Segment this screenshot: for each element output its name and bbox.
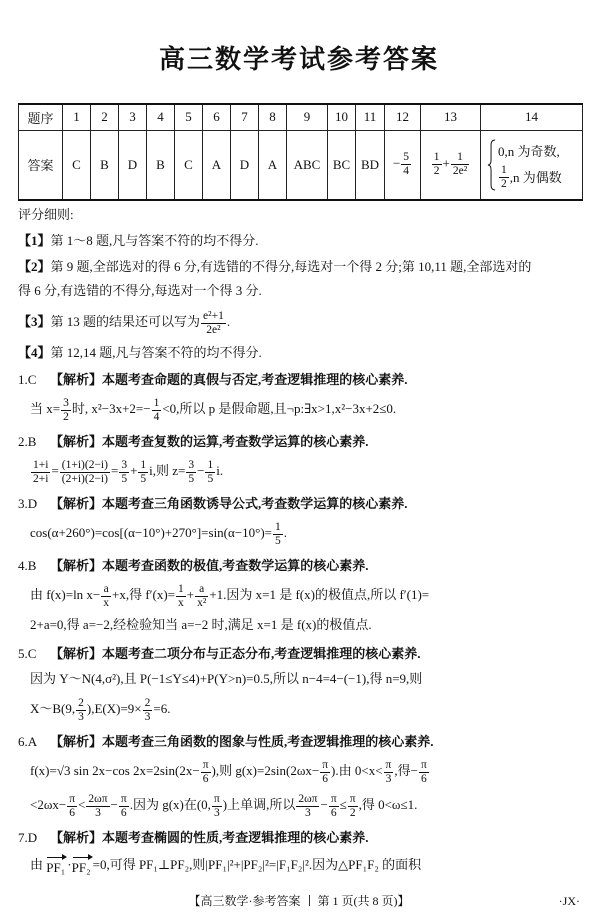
- minus-sign: −: [392, 155, 401, 171]
- math-text: f(x)=√3 sin 2x−cos 2x=2sin(2x−: [30, 763, 200, 778]
- math-text: +: [130, 463, 138, 478]
- solution-answer: 6.A: [18, 734, 38, 749]
- piecewise-answer: [481, 139, 582, 191]
- fraction-denominator: 4: [403, 165, 410, 178]
- solution-line: [18, 454, 582, 488]
- scoring-rule-tag: 【3】: [18, 314, 51, 329]
- solution-header: [18, 429, 582, 454]
- scoring-line: [18, 255, 582, 279]
- scoring-line: [18, 279, 582, 303]
- solution-header: [18, 367, 582, 392]
- fraction: [401, 151, 411, 178]
- solution-summary: 本题考查复数的运算,考查数学运算的核心素养.: [102, 434, 369, 449]
- question-number: 9: [287, 104, 328, 130]
- fraction-numerator: 2: [78, 696, 84, 709]
- fraction-numerator: 5: [403, 151, 410, 164]
- math-text: +1.因为 x=1 是 f(x)的极值点,所以 f′(1)=: [209, 587, 430, 602]
- solution-line: [18, 754, 582, 788]
- solution-line: [18, 788, 582, 822]
- page-title: 高三数学考试参考答案: [158, 45, 439, 74]
- scoring-rule: [18, 229, 582, 253]
- math-text: ,得−: [394, 763, 418, 778]
- page-footer: [0, 891, 598, 911]
- solution-summary: 本题考查椭圆的性质,考查逻辑推理的核心素养.: [102, 830, 369, 845]
- scoring-rule: [18, 255, 582, 303]
- scoring-heading: 评分细则:: [18, 207, 74, 222]
- math-text: =0,可得 PF₁⊥PF₂,则|PF₁|²+|PF₂|²=|F₁F₂|².因为△PF₁F₂ 的面积: [92, 857, 422, 872]
- math-text: =6.: [153, 701, 171, 716]
- fraction-denominator: x: [178, 596, 184, 609]
- question-number: 3: [119, 104, 147, 130]
- fraction-numerator: 2ωπ: [88, 792, 108, 805]
- fraction: [329, 793, 339, 820]
- fraction: [296, 793, 319, 820]
- fraction-denominator: 6: [202, 772, 209, 785]
- fraction: [273, 521, 283, 548]
- question-number: 11: [356, 104, 385, 130]
- fraction: [67, 793, 77, 820]
- fraction-denominator: 3: [78, 710, 84, 723]
- math-text: X～B(9,: [30, 701, 76, 716]
- fraction: [138, 459, 148, 486]
- solution-header: [18, 553, 582, 578]
- piecewise-cases: [498, 139, 562, 191]
- answer-label: 答案: [19, 130, 63, 200]
- fraction-numerator: 2ωπ: [298, 792, 318, 805]
- fraction-numerator: 1: [451, 151, 469, 165]
- solution-line: [18, 850, 582, 878]
- question-number: 4: [147, 104, 175, 130]
- fraction-denominator: 2e²: [206, 323, 221, 336]
- fraction-denominator: 5: [140, 472, 147, 485]
- answer-cell: BD: [356, 130, 385, 200]
- case-even: [498, 165, 562, 191]
- math-text: ·: [67, 857, 72, 872]
- scoring-rule: [18, 341, 582, 365]
- scoring-rule: [18, 305, 582, 339]
- answer-cell: D: [119, 130, 147, 200]
- solution-answer: 5.C: [18, 646, 37, 661]
- fraction: [499, 164, 509, 191]
- fraction: [60, 459, 110, 486]
- fraction-denominator: 2: [349, 806, 356, 819]
- solution-line: [18, 612, 582, 638]
- math-text: <0,所以 p 是假命题,且¬p:∃x>1,x²−3x+2≤0.: [162, 401, 397, 416]
- fraction-denominator: 4: [153, 410, 160, 423]
- scoring-rules: [18, 229, 582, 365]
- plus-sign: +: [442, 155, 450, 171]
- fraction-denominator: 5: [188, 472, 195, 485]
- footer-doc-title: 【高三数学·参考答案: [188, 894, 301, 908]
- answer-cell: B: [147, 130, 175, 200]
- solution-summary: 本题考查二项分布与正态分布,考查逻辑推理的核心素养.: [102, 646, 421, 661]
- fraction-numerator: 2: [144, 696, 151, 709]
- fraction-numerator: 3: [121, 458, 128, 471]
- answer-cell-12: [385, 130, 421, 200]
- solution-line: [18, 516, 582, 550]
- fraction-denominator: 2+i: [33, 472, 49, 485]
- question-number: 1: [63, 104, 91, 130]
- math-text: ).由 0<x<: [331, 763, 383, 778]
- math-text: .: [226, 314, 231, 329]
- footer-page-number: 第 1 页(共 8 页)】: [317, 894, 410, 908]
- solution-summary: 本题考查命题的真假与否定,考查逻辑推理的核心素养.: [102, 372, 408, 387]
- analysis-tag: 【解析】: [50, 734, 103, 749]
- fraction-numerator: π: [213, 792, 220, 805]
- question-number: 14: [481, 104, 583, 130]
- math-text: ,得 0<ω≤1.: [358, 797, 418, 812]
- solution-3: [18, 491, 582, 550]
- fraction-denominator: 2e²: [452, 165, 468, 178]
- solution-summary: 本题考查三角函数的图象与性质,考查逻辑推理的核心素养.: [102, 734, 434, 749]
- fraction: [201, 759, 211, 786]
- math-text: 第 12,14 题,凡与答案不符的均不得分.: [50, 345, 262, 360]
- math-text: <: [78, 797, 86, 812]
- analysis-tag: 【解析】: [50, 646, 103, 661]
- math-text: −: [320, 797, 328, 812]
- fraction: [419, 759, 429, 786]
- math-text: 第 13 题的结果还可以写为: [50, 314, 201, 329]
- math-text: .: [283, 525, 288, 540]
- answer-cell: B: [91, 130, 119, 200]
- fraction-denominator: (2+i)(2−i): [61, 472, 108, 485]
- fraction-numerator: a: [195, 583, 208, 597]
- fraction-denominator: 5: [275, 534, 281, 547]
- solution-answer: 2.B: [18, 434, 37, 449]
- fraction: [201, 310, 226, 337]
- answer-cell-14: [481, 130, 583, 200]
- fraction-denominator: 2: [501, 178, 507, 191]
- math-text: i.: [216, 463, 224, 478]
- answer-cell-13: [421, 130, 481, 200]
- math-text: 第 9 题,全部选对的得 6 分,有选错的不得分,每选对一个得 2 分;第 10,11 题,全部选对的: [50, 259, 532, 274]
- math-text: −: [110, 797, 118, 812]
- solution-answer: 1.C: [18, 372, 37, 387]
- math-text: .因为 g(x)在(0,: [129, 797, 211, 812]
- fraction: [86, 793, 109, 820]
- analysis-tag: 【解析】: [50, 830, 103, 845]
- fraction: [205, 459, 215, 486]
- fraction-numerator: a: [101, 583, 111, 597]
- math-text: 2+a=0,得 a=−2,经检验知当 a=−2 时,满足 x=1 是 f(x)的极值点.: [30, 617, 372, 632]
- math-text: <2ωx−: [30, 797, 67, 812]
- math-text: )上单调,所以: [222, 797, 296, 812]
- math-text: 由 f(x)=ln x−: [30, 587, 101, 602]
- fraction: [186, 459, 196, 486]
- fraction-denominator: 3: [213, 806, 220, 819]
- fraction-numerator: 3: [188, 458, 195, 471]
- vector: PF₂: [72, 854, 93, 875]
- fraction-numerator: 3: [63, 396, 69, 409]
- solution-line: [18, 578, 582, 612]
- fraction-denominator: 3: [385, 772, 392, 785]
- fraction-numerator: π: [69, 792, 76, 805]
- solution-1: [18, 367, 582, 426]
- footer-center: [0, 891, 598, 911]
- left-brace-icon: [487, 139, 496, 191]
- answer-cell: C: [63, 130, 91, 200]
- fraction-denominator: 3: [305, 806, 311, 819]
- fraction-denominator: 3: [144, 710, 151, 723]
- scoring-rule-tag: 【4】: [18, 345, 51, 360]
- solutions-list: [18, 367, 582, 878]
- solution-answer: 3.D: [18, 496, 38, 511]
- answer-cell: A: [203, 130, 231, 200]
- fraction: [143, 697, 153, 724]
- math-text: ≤: [339, 797, 347, 812]
- fraction-denominator: 5: [121, 472, 128, 485]
- fraction-numerator: π: [322, 758, 329, 771]
- question-number: 5: [175, 104, 203, 130]
- analysis-tag: 【解析】: [50, 372, 103, 387]
- fraction-numerator: 1: [433, 151, 440, 164]
- fraction-numerator: π: [349, 792, 356, 805]
- fraction-numerator: π: [420, 758, 427, 771]
- math-text: ),则 g(x)=2sin(2ωx−: [211, 763, 320, 778]
- scoring-line: [18, 229, 582, 253]
- question-number: 12: [385, 104, 421, 130]
- fraction-denominator: 2: [433, 165, 440, 178]
- fraction-numerator: 1+i: [33, 458, 49, 471]
- solution-7: [18, 825, 582, 878]
- case-odd-text: 0,n 为奇数,: [498, 143, 560, 159]
- analysis-tag: 【解析】: [50, 434, 103, 449]
- fraction-numerator: e²+1: [203, 309, 224, 322]
- fraction-numerator: π: [330, 792, 337, 805]
- solution-answer: 4.B: [18, 558, 37, 573]
- fraction-denominator: 6: [120, 806, 127, 819]
- fraction: [152, 397, 162, 424]
- fraction-numerator: 1: [178, 582, 184, 595]
- math-text: +x,得 f′(x)=: [112, 587, 176, 602]
- question-number: 2: [91, 104, 119, 130]
- fraction-denominator: 3: [95, 806, 101, 819]
- fraction-numerator: (1+i)(2−i): [61, 458, 108, 471]
- fraction: [212, 793, 222, 820]
- fraction: [31, 459, 50, 486]
- footer-code: ·JX·: [558, 894, 580, 908]
- fraction-denominator: x²: [197, 596, 207, 609]
- answer-cell: A: [259, 130, 287, 200]
- math-text: 由: [30, 857, 47, 872]
- question-number: 6: [203, 104, 231, 130]
- analysis-tag: 【解析】: [50, 558, 103, 573]
- answer-row: [19, 130, 583, 200]
- analysis-tag: 【解析】: [50, 496, 103, 511]
- scoring-rule-tag: 【1】: [18, 233, 51, 248]
- solution-summary: 本题考查函数的极值,考查数学运算的核心素养.: [102, 558, 369, 573]
- fraction: [195, 583, 208, 610]
- fraction: [101, 583, 111, 610]
- fraction: [320, 759, 330, 786]
- fraction-denominator: x: [103, 596, 110, 609]
- solution-5: [18, 641, 582, 726]
- case-odd: [498, 139, 560, 165]
- math-text: ),E(X)=9×: [86, 701, 142, 716]
- fraction-numerator: π: [385, 758, 392, 771]
- solution-header: [18, 491, 582, 516]
- solution-header: [18, 641, 582, 666]
- fraction: [61, 397, 71, 424]
- math-text: =: [110, 463, 119, 478]
- question-number-row: [19, 104, 583, 130]
- fraction: [451, 151, 469, 178]
- scoring-rule-tag: 【2】: [18, 259, 51, 274]
- math-text: i,则 z=: [149, 463, 186, 478]
- math-text: 得 6 分,有选错的不得分,每选对一个得 3 分.: [18, 283, 262, 298]
- math-text: 因为 Y～N(4,σ²),且 P(−1≤Y≤4)+P(Y>n)=0.5,所以 n−4=4−(−1),得 n=9,则: [30, 671, 423, 686]
- fraction-numerator: π: [120, 792, 127, 805]
- fraction-numerator: 1: [207, 458, 214, 471]
- solution-2: [18, 429, 582, 488]
- fraction: [76, 697, 86, 724]
- scoring-line: [18, 341, 582, 365]
- solution-header: [18, 825, 582, 850]
- fraction: [119, 459, 129, 486]
- fraction-numerator: 1: [275, 520, 281, 533]
- math-text: 第 1～8 题,凡与答案不符的均不得分.: [50, 233, 259, 248]
- math-text: 时, x²−3x+2=−: [71, 401, 151, 416]
- question-number: 7: [231, 104, 259, 130]
- solution-line: [18, 692, 582, 726]
- solutions-body: [18, 199, 582, 889]
- solution-4: [18, 553, 582, 638]
- question-number: 10: [328, 104, 356, 130]
- fraction-denominator: 6: [322, 772, 329, 785]
- math-text: −: [197, 463, 205, 478]
- fraction: [119, 793, 129, 820]
- answer-cell: D: [231, 130, 259, 200]
- solution-header: [18, 729, 582, 754]
- solution-line: [18, 666, 582, 692]
- case-even-text: ,n 为偶数: [509, 169, 562, 185]
- fraction-numerator: π: [202, 758, 209, 771]
- fraction-denominator: 2: [63, 410, 69, 423]
- solution-summary: 本题考查三角函数诱导公式,考查数学运算的核心素养.: [102, 496, 408, 511]
- fraction-numerator: 1: [140, 458, 147, 471]
- answer-table: [18, 103, 583, 201]
- fraction-numerator: 1: [501, 164, 507, 177]
- fraction: [176, 583, 186, 610]
- solution-answer: 7.D: [18, 830, 38, 845]
- question-number: 8: [259, 104, 287, 130]
- fraction: [348, 793, 358, 820]
- fraction: [432, 151, 442, 178]
- footer-separator: [309, 895, 310, 906]
- answer-cell: C: [175, 130, 203, 200]
- question-number-label: 题序: [19, 104, 63, 130]
- scoring-line: [18, 305, 582, 339]
- solution-line: [18, 392, 582, 426]
- math-text: =: [51, 463, 59, 478]
- fraction-numerator: 1: [153, 396, 160, 409]
- fraction-denominator: 6: [330, 806, 337, 819]
- fraction: [384, 759, 394, 786]
- question-number: 13: [421, 104, 481, 130]
- math-text: +: [186, 587, 195, 602]
- math-text: 当 x=: [30, 401, 61, 416]
- solution-6: [18, 729, 582, 822]
- answer-cell: ABC: [287, 130, 328, 200]
- fraction-denominator: 6: [69, 806, 76, 819]
- math-text: cos(α+260°)=cos[(α−10°)+270°]=sin(α−10°)=: [30, 525, 273, 540]
- vector: PF₁: [46, 854, 67, 875]
- fraction-denominator: 6: [420, 772, 427, 785]
- answer-cell: BC: [328, 130, 356, 200]
- fraction-denominator: 5: [207, 472, 214, 485]
